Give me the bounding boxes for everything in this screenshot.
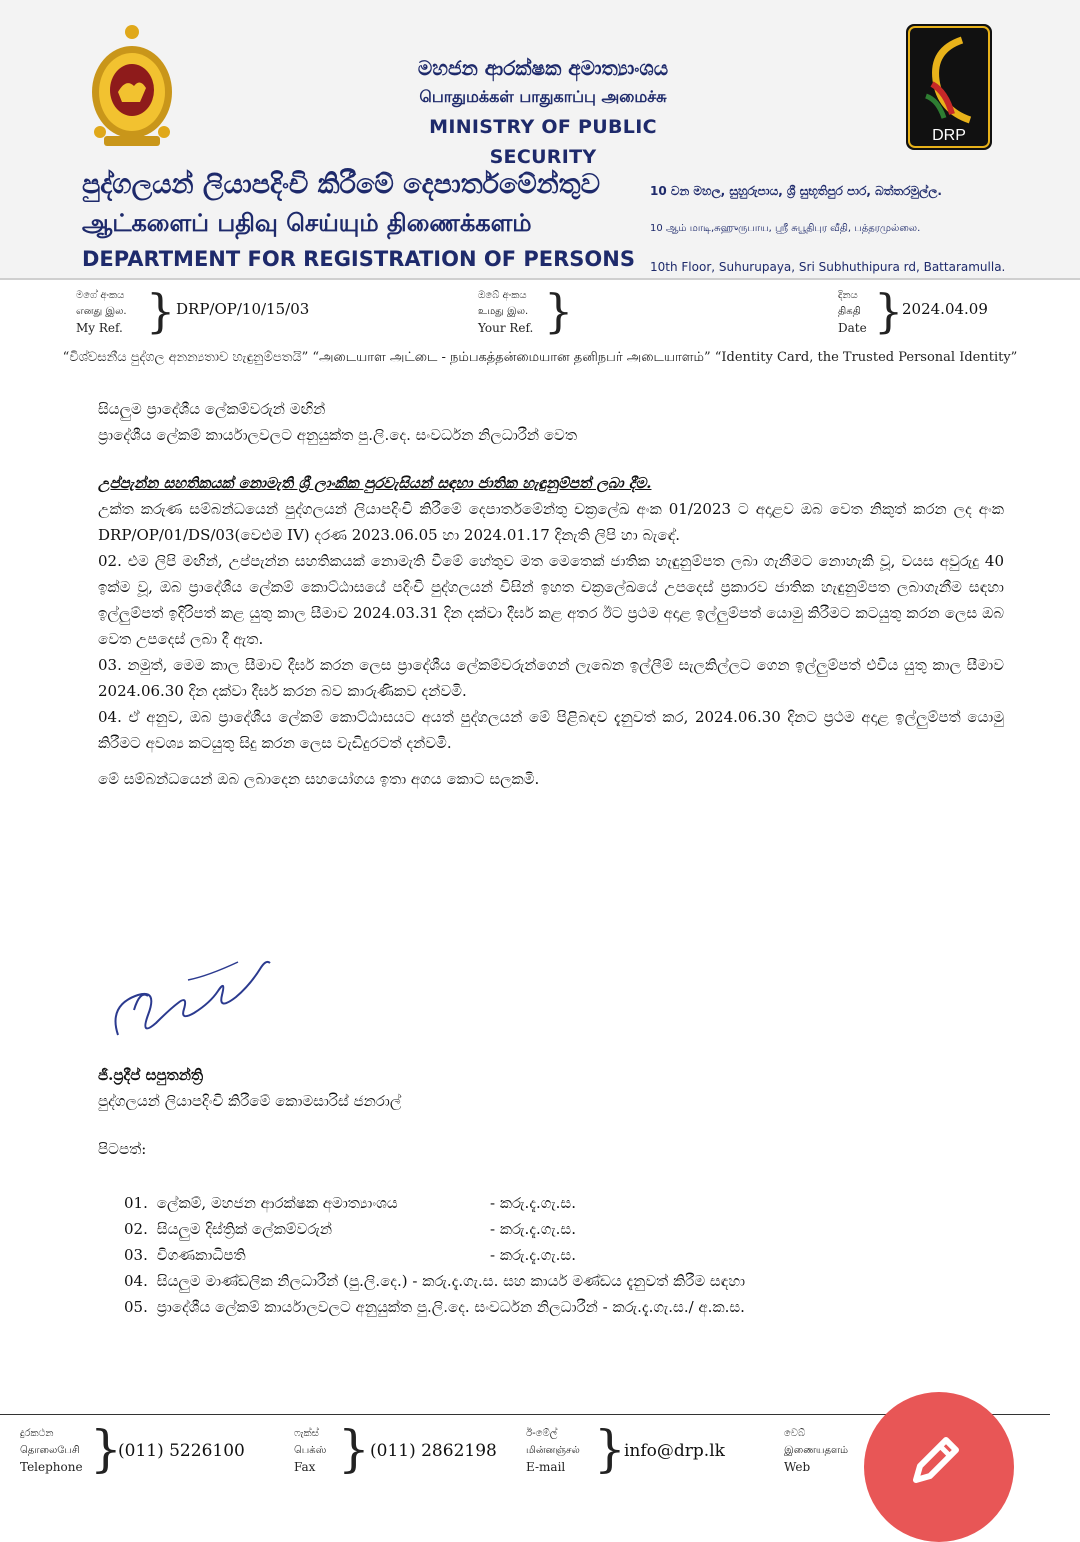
brace-icon: } [874,284,904,338]
signer-title: පුද්ගලයන් ලියාපදිංචි කිරීමේ කොමසාරිස් ජනරාල් [98,1092,402,1110]
date-label-tamil: திகதி [838,306,861,317]
signature-block [98,940,598,1114]
list-item [124,1216,1024,1242]
your-ref-label-english: Your Ref. [478,321,534,335]
brace-icon: } [594,1420,626,1478]
my-ref-label-english: My Ref. [76,321,123,335]
signer-name: ජී.ප්‍රදීප් සපුතන්ත්‍රි [98,1066,204,1084]
addressee-line: ප්‍රාදේශීය ලේකම් කාර්යාලවලට අනුයුක්ත පු.ලි.දෙ. සංවර්ධන නිලධාරීන් වෙත [98,426,578,444]
copy-note: - කරු.දැ.ගැ.ස. [490,1220,576,1238]
my-ref-value: DRP/OP/10/15/03 [176,300,310,318]
letterhead [0,0,1080,280]
copy-recipient: ලේකම්, මහජන ආරක්ෂක අමාත්‍යාංශය [156,1194,398,1212]
date [838,284,1038,338]
your-ref-label-sinhala: ඔබේ අංකය [478,290,527,301]
telephone-label-tamil: தொலைபேசி [20,1445,80,1456]
email-label-english: E-mail [526,1460,566,1474]
list-item [124,1294,1024,1320]
fax-label-english: Fax [294,1460,316,1474]
my-ref-label-tamil: எனது இல. [76,306,127,317]
pencil-edit-icon [906,1430,966,1490]
copy-number: 02. [124,1220,148,1238]
my-ref-label [76,288,127,336]
copy-note: - කරු.දැ.ගැ.ස. [490,1194,576,1212]
reference-row [0,284,1080,338]
list-item [124,1268,1024,1294]
brace-icon: } [90,1420,122,1478]
copy-number: 05. [124,1298,148,1316]
copies-list [124,1190,1024,1320]
department-name-sinhala: පුද්ගලයන් ලියාපදිංචි කිරීමේ දෙපාර්තමේන්තුව [82,169,601,200]
your-ref-label-tamil: உமது இல. [478,306,529,317]
paragraph-2: 02. එම ලිපි මඟින්, උප්පැන්න සහතිකයක් නොමැති වීමේ හේතුව මත මෙතෙක් ජාතික හැඳුනුම්පත ලබා ගැනීමට නොහැකි වූ, වයස අවුරුදු 40 ඉක්ම වූ, ඔබ ප්‍රාදේශීය ලේකම් කොට්ඨාසයේ පදිංචි පුද්ගලයන් විසින් ඉහත චක්‍රලේඛයේ උපදෙස් ප්‍රකාරව ජාතික හැඳුනුම්පත ලබාගැනීම සඳහා ඉල්ලුම්පත් ඉදිරිපත් කළ යුතු කාල සීමාව 2024.03.31 දින දක්වා දීර්ඝ කළ අතර ඊට ප්‍රථම අදාළ ඉල්ලුම්පත් යොමු කිරීමට කටයුතු කරන ලෙස ඔබ වෙත උපදෙස් ලබා දී ඇත. [98,552,1004,648]
ministry-name-sinhala: මහජන ආරක්ෂක අමාත්‍යාංශය [417,56,669,80]
copy-recipient: විගණකාධිපති [156,1246,246,1264]
copy-note: - කරු.දැ.ගැ.ස./ අ.ක.ස. [602,1298,745,1316]
tagline: “විශ්වසනීය පුද්ගල අනන්‍යතාව හැඳුනුම්පතයි” “அடையாள அட்டை - நம்பகத்தன்மையான தனிநபர் அடையாளம்” “Identity Card, the Trusted Personal Identity” [62,350,1018,365]
paragraph-1: උක්ත කරුණ සම්බන්ධයෙන් පුද්ගලයන් ලියාපදිංචි කිරීමේ දෙපාර්තමේන්තු චක්‍රලේඛ අංක 01/2023 ට අදාළව ඔබ වෙත නිකුත් කරන ලද අංක DRP/OP/01/DS/03(වෙළුම IV) දරණ 2023.06.05 හා 2024.01.17 දිනැති ලිපි හා බැඳේ. [98,500,1004,544]
footer-fax [294,1420,514,1485]
brace-icon: } [146,284,176,338]
date-label [838,288,867,336]
telephone-label [20,1425,83,1476]
copy-note: - කරු.දැ.ගැ.ස. සහ කාර්ය මණ්ඩය දැනුවත් කිරීම සඳහා [412,1272,746,1290]
telephone-label-sinhala: දුරකථන [20,1428,54,1439]
email-label [526,1425,580,1476]
my-ref [76,284,406,338]
web-label-tamil: இணையதளம் [784,1445,849,1456]
list-item [124,1242,1024,1268]
ministry-title [378,54,708,172]
brace-icon: } [338,1420,370,1478]
email-label-sinhala: ඊ-මේල් [526,1428,558,1439]
date-label-sinhala: දිනය [838,290,858,301]
web-label [784,1425,848,1476]
copy-note: - කරු.දැ.ගැ.ස. [490,1246,576,1264]
copy-recipient: සියලුම දිස්ත්‍රික් ලේකම්වරුන් [156,1220,333,1238]
ministry-name-english: MINISTRY OF PUBLIC SECURITY [429,116,657,168]
department-title [82,166,635,276]
date-label-english: Date [838,321,867,335]
addressee-line: සියලුම ප්‍රාදේශීය ලේකම්වරුන් මඟින් [98,400,326,418]
ministry-name-tamil: பொதுமக்கள் பாதுகாப்பு அமைச்சு [419,87,667,106]
addressee [98,396,1004,448]
fax-value: (011) 2862198 [370,1441,497,1461]
your-ref [478,284,678,338]
sri-lanka-emblem-icon [86,22,178,150]
letter-body [98,396,1004,792]
footer-telephone [20,1420,260,1485]
copy-number: 03. [124,1246,148,1264]
paragraph-3: 03. නමුත්, මෙම කාල සීමාව දීර්ඝ කරන ලෙස ප්‍රාදේශීය ලේකම්වරුන්ගෙන් ලැබෙන ඉල්ලීම් සැලකිල්ලට ගෙන ඉල්ලුම්පත් එවිය යුතු කාල සීමාව 2024.06.30 දින දක්වා දීර්ඝ කරන බව කාරුණිකව දන්වමි. [98,656,1004,700]
closing-line: මේ සම්බන්ධයෙන් ඔබ ලබාදෙන සහයෝගය ඉතා අගය කොට සලකමි. [98,770,540,788]
address-english: 10th Floor, Suhurupaya, Sri Subhuthipura rd, Battaramulla. [650,260,1006,274]
copy-number: 01. [124,1194,148,1212]
copies-label: පිටපත්: [98,1140,147,1158]
drp-logo-icon [906,24,992,150]
fax-label-sinhala: ෆැක්ස් [294,1428,319,1439]
address-tamil: 10 ஆம் மாடி,சுஹுருபாய, ஸ்ரீ சுபூதிபுர வீதி, பத்தரமுல்லை. [650,223,921,234]
brace-icon: } [544,284,574,338]
handwritten-signature [98,940,288,1050]
drp-logo-text: DRP [932,127,966,144]
copy-recipient: සියලුම මාණ්ඩලික නිලධාරීන් (පු.ලි.දෙ.) [156,1272,408,1290]
address-sinhala: 10 වන මහල, සුහුරුපාය, ශ්‍රී සුභූතිපුර පාර, බත්තරමුල්ල. [650,184,942,198]
letter-subject: උප්පැන්න සහතිකයක් නොමැති ශ්‍රී ලාංකික පුරවැසියන් සඳහා ජාතික හැඳුනුම්පත් ලබා දීම. [98,474,652,492]
list-item [124,1190,1024,1216]
department-address [650,172,1050,286]
paragraph-4: 04. ඒ අනුව, ඔබ ප්‍රාදේශීය ලේකම් කොට්ඨාසයට අයත් පුද්ගලයන් මේ පිළිබඳව දැනුවත් කර, 2024.06.30 දිනට ප්‍රථම අදාළ ඉල්ලුම්පත් යොමු කිරීමට අවශ්‍ය කටයුතු සිදු කරන ලෙස වැඩිදුරටත් දන්වමි. [98,708,1004,752]
telephone-value: (011) 5226100 [118,1441,245,1461]
my-ref-label-sinhala: මගේ අංකය [76,290,125,301]
footer-email [526,1420,746,1485]
email-label-tamil: மின்னஞ்சல் [526,1445,580,1456]
telephone-label-english: Telephone [20,1460,83,1474]
fax-label-tamil: பெக்ஸ் [294,1445,327,1456]
email-value: info@drp.lk [624,1441,725,1461]
web-label-english: Web [784,1460,811,1474]
department-name-tamil: ஆட்களைப் பதிவு செய்யும் திணைக்களம் [82,209,532,237]
edit-button[interactable] [864,1392,1014,1542]
copy-recipient: ප්‍රාදේශීය ලේකම් කාර්යාලවලට අනුයුක්ත පු.ලි.දෙ. සංවර්ධන නිලධාරීන් [156,1298,598,1316]
date-value: 2024.04.09 [902,300,988,318]
web-label-sinhala: වෙබ් [784,1428,806,1439]
your-ref-label [478,288,533,336]
department-name-english: DEPARTMENT FOR REGISTRATION OF PERSONS [82,247,635,271]
fax-label [294,1425,326,1476]
copy-number: 04. [124,1272,148,1290]
